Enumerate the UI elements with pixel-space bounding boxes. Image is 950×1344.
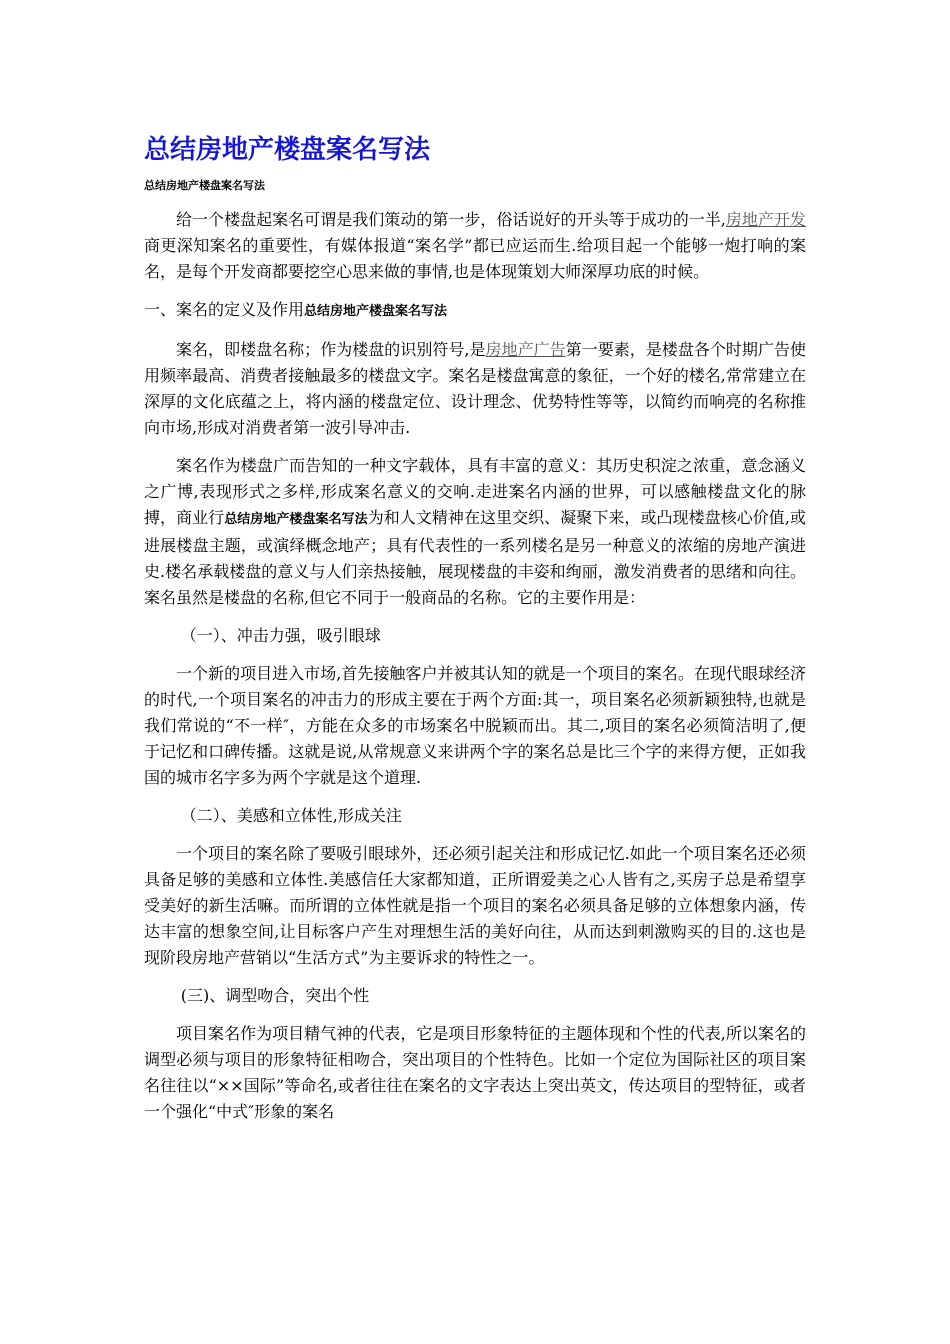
impact-paragraph: 一个新的项目进入市场,首先接触客户并被其认知的就是一个项目的案名。在现代眼球经济的时代,一个项目案名的冲击力的形成主要在于两个方面:其一，项目案名必须新颖独特,也就是我们常说的“不一样″，方能在众多的市场案名中脱颖而出。其二,项目的案名必须简洁明了,便于记忆和口碑传播。这就是说,从常规意义来讲两个字的案名总是比三个字的来得方便，正如我国的城市名字多为两个字就是这个道理. [144,664,806,787]
real-estate-development-link[interactable]: 房地产开发 [725,210,806,229]
document-title: 总结房地产楼盘案名写法 [144,135,431,165]
section-heading-text: 一、案名的定义及作用 [144,300,305,319]
tone-paragraph: 项目案名作为项目精气神的代表，它是项目形象特征的主题体现和个性的代表,所以案名的调型必须与项目的形象特征相吻合，突出项目的个性特色。比如一个定位为国际社区的项目案名往往以“××国际”等命名,或者往往在案名的文字表达上突出英文，传达项目的型特征，或者一个强化“中式″形象的案名 [144,1024,806,1121]
section-heading-bold-text: 总结房地产楼盘案名写法 [304,304,448,319]
meaning-paragraph [144,453,806,611]
document-subtitle: 总结房地产楼盘案名写法 [144,179,265,192]
subheading-aesthetics: （二）、美感和立体性,形成关注 [180,806,402,825]
aesthetics-paragraph: 一个项目的案名除了要吸引眼球外，还必须引起关注和形成记忆.如此一个项目案名还必须具备足够的美感和立体性.美感信任大家都知道，正所谓爱美之心人皆有之,买房子总是希望享受美好的新生活嘛。而所谓的立体性就是指一个项目的案名必须具备足够的立体想象内涵，传达丰富的想象空间,让目标客户产生对理想生活的美好向往，从而达到刺激购买的目的.这也是现阶段房地产营销以“生活方式”为主要诉求的特性之一。 [144,844,806,967]
real-estate-ad-link[interactable]: 房地产广告 [485,340,566,359]
subheading-impact: （一）、冲击力强，吸引眼球 [180,626,381,645]
document-body [144,207,806,1137]
intro-text-end: 商更深知案名的重要性，有媒体报道“案名学”都已应运而生.给项目起一个能够一炮打响的案名，是每个开发商都要挖空心思来做的事情,也是体现策划大师深厚功底的时候。 [144,236,806,281]
definition-text-end: 第一要素，是楼盘各个时期广告使用频率最高、消费者接触最多的楼盘文字。案名是楼盘寓意的象征，一个好的楼名,常常建立在深厚的文化底蕴之上，将内涵的楼盘定位、设计理念、优势特性等等，以简约而响亮的名称推向市场,形成对消费者第一波引导冲击. [144,340,806,437]
meaning-text-start: 案名作为楼盘广而告知的一种文字载体，具有丰富的意义：其历史积淀之浓重，意念涵义之广博,表现形式之多样,形成案名意义的交响.走进案名内涵的世界，可以感触楼盘文化的脉搏，商业行 [144,456,806,527]
definition-paragraph [144,337,806,441]
intro-text-start: 给一个楼盘起案名可谓是我们策动的第一步，俗话说好的开头等于成功的一半, [176,210,726,229]
meaning-bold-text: 总结房地产楼盘案名写法 [224,512,368,527]
section-heading-definition [144,297,806,325]
subheading-tone: (三)、调型吻合，突出个性 [180,986,370,1005]
meaning-text-end: 为和人文精神在这里交织、凝聚下来，或凸现楼盘核心价值,或进展楼盘主题，或演绎概念地产；具有代表性的一系列楼名是另一种意义的浓缩的房地产演进史.楼名承载楼盘的意义与人们亲热接触，展现楼盘的丰姿和绚丽，激发消费者的思绪和向往。案名虽然是楼盘的名称,但它不同于一般商品的名称。它的主要作用是： [144,508,806,607]
intro-paragraph [144,207,806,285]
definition-text-start: 案名，即楼盘名称；作为楼盘的识别符号,是 [176,340,486,359]
